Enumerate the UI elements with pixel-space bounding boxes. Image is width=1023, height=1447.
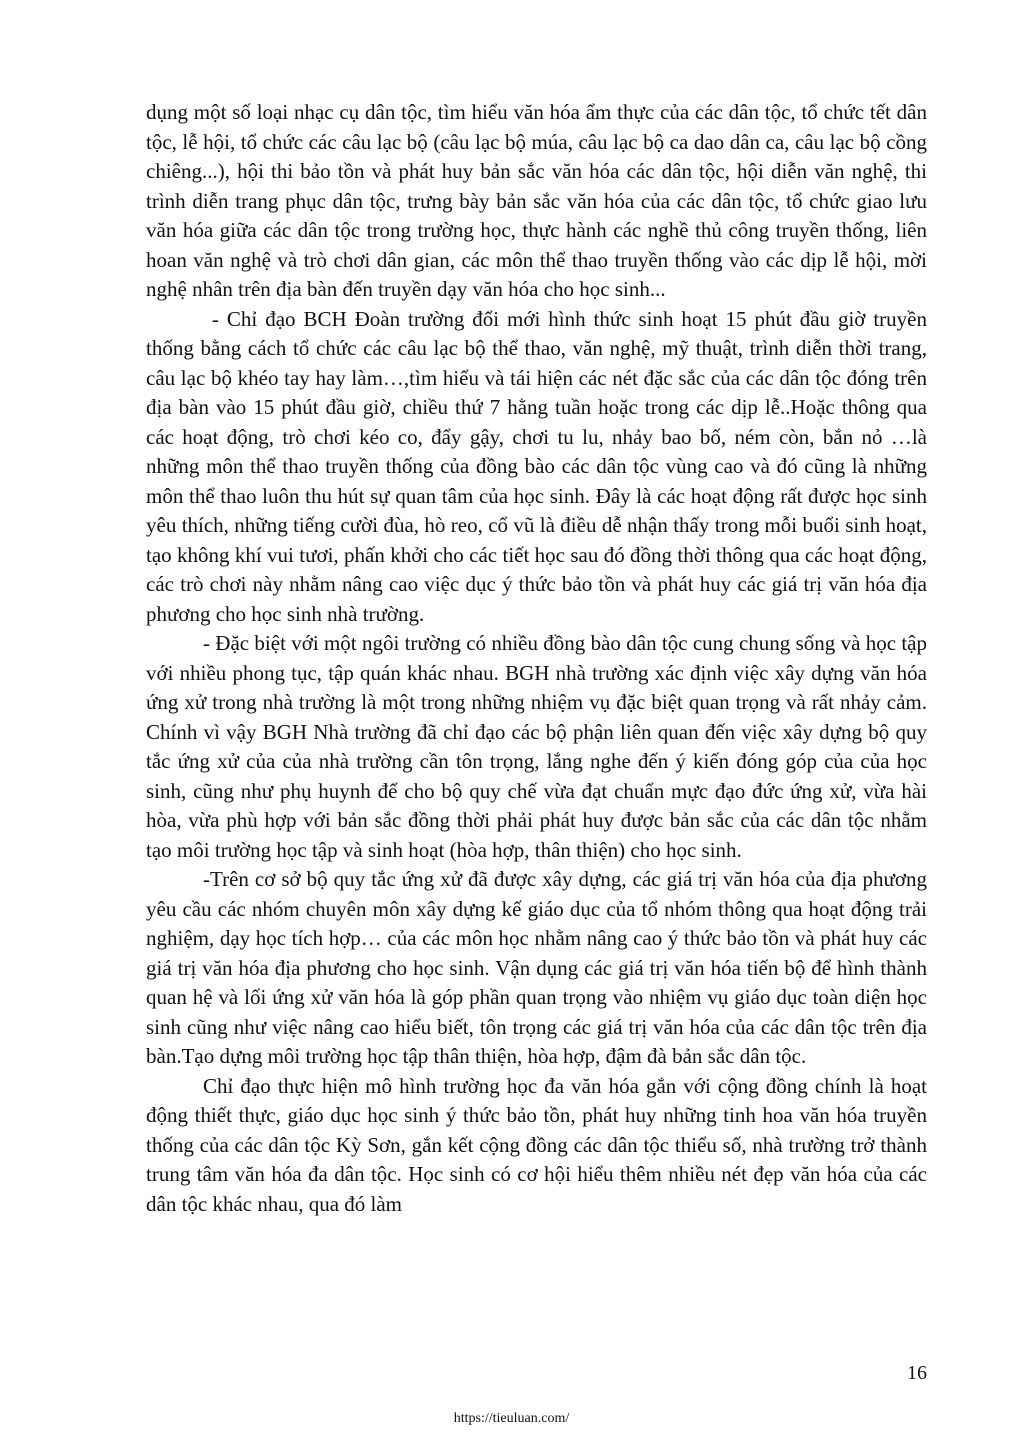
paragraph-van-hoa-ung-xu: - Đặc biệt với một ngôi trường có nhiều đồng bào dân tộc cung chung sống và học tập với nhiều phong tục, tập quán khác nhau. BGH nhà trường xác định việc xây dựng văn hóa ứng xử trong nhà trường là một trong những nhiệm vụ đặc biệt quan trọng và rất nhảy cảm. Chính vì vậy BGH Nhà trường đã chỉ đạo các bộ phận liên quan đến việc xây dựng bộ quy tắc ứng xử của của nhà trường cần tôn trọng, lắng nghe đến ý kiến đóng góp của của học sinh, cũng như phụ huynh để cho bộ quy chế vừa đạt chuẩn mực đạo đức ứng xử, vừa hài hòa, vừa phù hợp với bản sắc đồng thời phải phát huy được bản sắc của các dân tộc nhằm tạo môi trường học tập và sinh hoạt (hòa hợp, thân thiện) cho học sinh. bbox=[146, 631, 927, 862]
page-number: 16 bbox=[907, 1362, 927, 1384]
paragraph-truong-hoc-da-van-hoa: Chỉ đạo thực hiện mô hình trường học đa văn hóa gắn với cộng đồng chính là hoạt động thiết thực, giáo dục học sinh ý thức bảo tồn, phát huy những tinh hoa văn hóa truyền thống của các dân tộc Kỳ Sơn, gắn kết cộng đồng các dân tộc thiểu số, nhà trường trở thành trung tâm văn hóa đa dân tộc. Học sinh có cơ hội hiểu thêm nhiều nét đẹp văn hóa của các dân tộc khác nhau, qua đó làm bbox=[146, 1073, 927, 1216]
document-body bbox=[146, 98, 927, 1219]
paragraph-quy-tac-ung-xu: -Trên cơ sở bộ quy tắc ứng xử đã được xây dựng, các giá trị văn hóa của địa phương yêu cầu các nhóm chuyên môn xây dựng kế giáo dục của tổ nhóm thông qua hoạt động trải nghiệm, dạy học tích hợp… của các môn học nhằm nâng cao ý thức bảo tồn và phát huy các giá trị văn hóa địa phương cho học sinh. Vận dụng các giá trị văn hóa tiến bộ để hình thành quan hệ và lối ứng xử văn hóa là góp phần quan trọng vào nhiệm vụ giáo dục toàn diện học sinh cũng như việc nâng cao hiểu biết, tôn trọng các giá trị văn hóa của các dân tộc trên địa bàn.Tạo dựng môi trường học tập thân thiện, hòa hợp, đậm đà bản sắc dân tộc. bbox=[146, 867, 927, 1068]
paragraph-bch-doan-truong: - Chỉ đạo BCH Đoàn trường đổi mới hình thức sinh hoạt 15 phút đầu giờ truyền thống bằng cách tổ chức các câu lạc bộ thể thao, văn nghệ, mỹ thuật, trình diễn thời trang, câu lạc bộ khéo tay hay làm…,tìm hiểu và tái hiện các nét đặc sắc của các dân tộc đóng trên địa bàn vào 15 phút đầu giờ, chiều thứ 7 hằng tuần hoặc trong các dịp lễ..Hoặc thông qua các hoạt động, trò chơi kéo co, đẩy gậy, chơi tu lu, nhảy bao bố, ném còn, bắn nỏ …là những môn thể thao truyền thống của đồng bào các dân tộc vùng cao và đó cũng là những môn thể thao luôn thu hút sự quan tâm của học sinh. Đây là các hoạt động rất được học sinh yêu thích, những tiếng cười đùa, hò reo, cổ vũ là điều dễ nhận thấy trong mỗi buổi sinh hoạt, tạo không khí vui tươi, phấn khởi cho các tiết học sau đó đồng thời thông qua các hoạt động, các trò chơi này nhằm nâng cao việc dục ý thức bảo tồn và phát huy các giá trị văn hóa địa phương cho học sinh nhà trường. bbox=[146, 306, 927, 626]
paragraph-continuation: dụng một số loại nhạc cụ dân tộc, tìm hiểu văn hóa ẩm thực của các dân tộc, tổ chức tết dân tộc, lễ hội, tổ chức các câu lạc bộ (câu lạc bộ múa, câu lạc bộ ca dao dân ca, câu lạc bộ cồng chiêng...), hội thi bảo tồn và phát huy bản sắc văn hóa các dân tộc, hội diễn văn nghệ, thi trình diễn trang phục dân tộc, trưng bày bản sắc văn hóa của các dân tộc, tổ chức giao lưu văn hóa giữa các dân tộc trong trường học, thực hành các nghề thủ công truyền thống, liên hoan văn nghệ và trò chơi dân gian, các môn thể thao truyền thống vào các dịp lễ hội, mời nghệ nhân trên địa bàn đến truyền dạy văn hóa cho học sinh... bbox=[146, 100, 927, 301]
footer-url: https://tieuluan.com/ bbox=[453, 1411, 570, 1426]
